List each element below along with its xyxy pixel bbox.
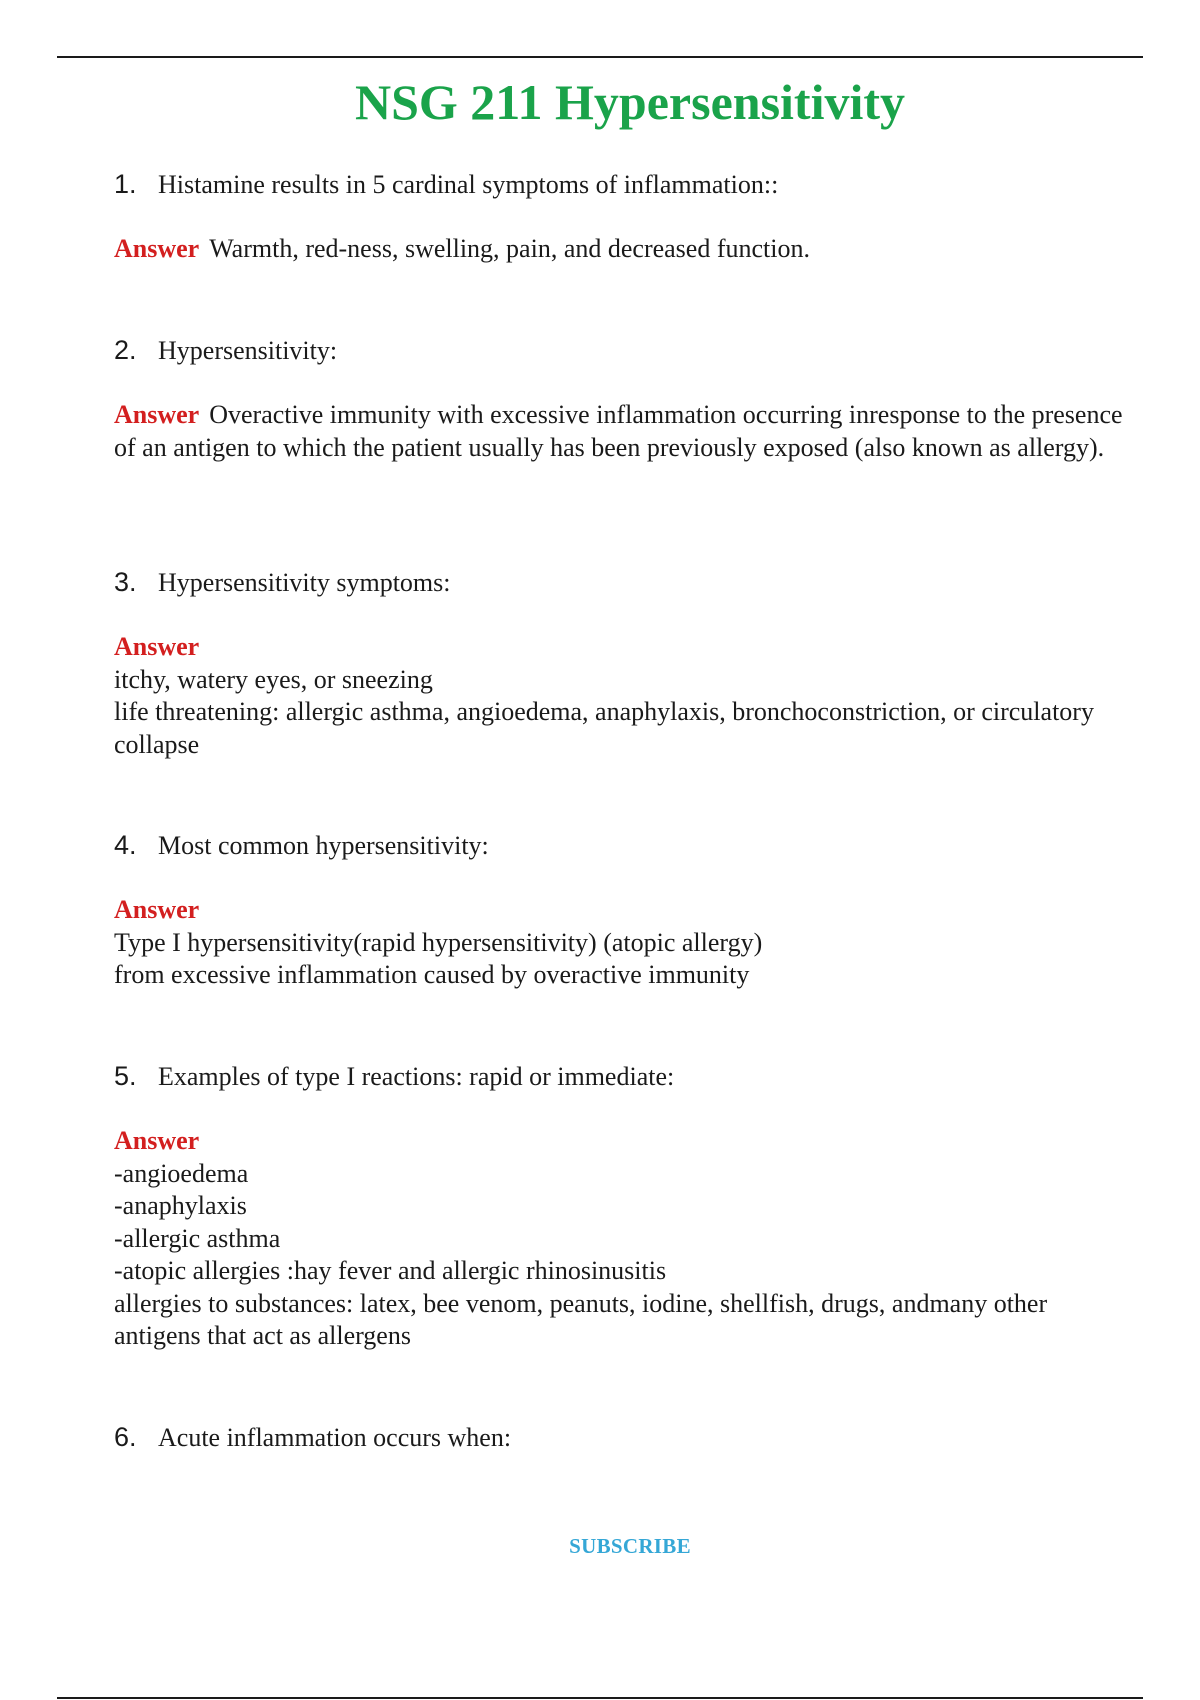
answer-1 [114, 233, 1134, 266]
question-number: 5. [114, 1061, 137, 1091]
question-5 [114, 1060, 1134, 1093]
subscribe-link-container [0, 1534, 1200, 1559]
question-1 [114, 168, 1134, 201]
question-text: Hypersensitivity symptoms: [158, 568, 451, 597]
answer-text: Overactive immunity with excessive inflammation occurring inresponse to the presence of an antigen to which the patient usually has been previously exposed (also known as allergy). [114, 400, 1123, 462]
answer-label: Answer [114, 1126, 200, 1155]
question-4 [114, 829, 1134, 862]
question-number: 4. [114, 830, 137, 860]
question-3 [114, 566, 1134, 599]
answer-label: Answer [114, 895, 200, 924]
question-text: Histamine results in 5 cardinal symptoms of inflammation:: [158, 170, 779, 199]
answer-label: Answer [114, 400, 200, 429]
answer-label: Answer [114, 234, 200, 263]
question-text: Hypersensitivity: [158, 336, 338, 365]
question-text: Acute inflammation occurs when: [158, 1423, 512, 1452]
question-text: Most common hypersensitivity: [158, 831, 489, 860]
qa-item-4 [114, 829, 1134, 992]
answer-line: -anaphylaxis [114, 1191, 247, 1220]
qa-item-1 [114, 168, 1134, 266]
answer-label: Answer [114, 632, 200, 661]
answer-line: -atopic allergies :hay fever and allergic rhinosinusitis [114, 1256, 667, 1285]
answer-line: -allergic asthma [114, 1223, 281, 1253]
answer-line: -angioedema [114, 1158, 249, 1188]
answer-5 [114, 1125, 1134, 1353]
answer-4 [114, 894, 1134, 992]
qa-item-6 [114, 1421, 1134, 1454]
question-number: 1. [114, 169, 137, 199]
answer-line: Type I hypersensitivity(rapid hypersensitivity) (atopic allergy) [114, 927, 763, 957]
answer-text: Warmth, red-ness, swelling, pain, and decreased function. [209, 234, 810, 263]
answer-line: from excessive inflammation caused by overactive immunity [114, 960, 750, 989]
answer-line: itchy, watery eyes, or sneezing [114, 664, 433, 694]
qa-item-5 [114, 1060, 1134, 1353]
top-rule [57, 56, 1143, 58]
question-2 [114, 334, 1134, 367]
answer-3 [114, 631, 1134, 761]
answer-line: allergies to substances: latex, bee venom, peanuts, iodine, shellfish, drugs, andmany other antigens that act as allergens [114, 1288, 1048, 1350]
bottom-rule [57, 1697, 1143, 1699]
answer-2 [114, 399, 1134, 464]
document-title: NSG 211 Hypersensitivity [354, 74, 906, 130]
question-number: 2. [114, 335, 137, 365]
question-text: Examples of type I reactions: rapid or immediate: [158, 1062, 675, 1091]
subscribe-link[interactable]: SUBSCRIBE [569, 1534, 691, 1558]
question-number: 6. [114, 1422, 137, 1452]
qa-item-3 [114, 566, 1134, 761]
question-6 [114, 1421, 1134, 1454]
qa-item-2 [114, 334, 1134, 464]
answer-line: life threatening: allergic asthma, angioedema, anaphylaxis, bronchoconstriction, or circulatory collapse [114, 697, 1094, 759]
question-number: 3. [114, 567, 137, 597]
